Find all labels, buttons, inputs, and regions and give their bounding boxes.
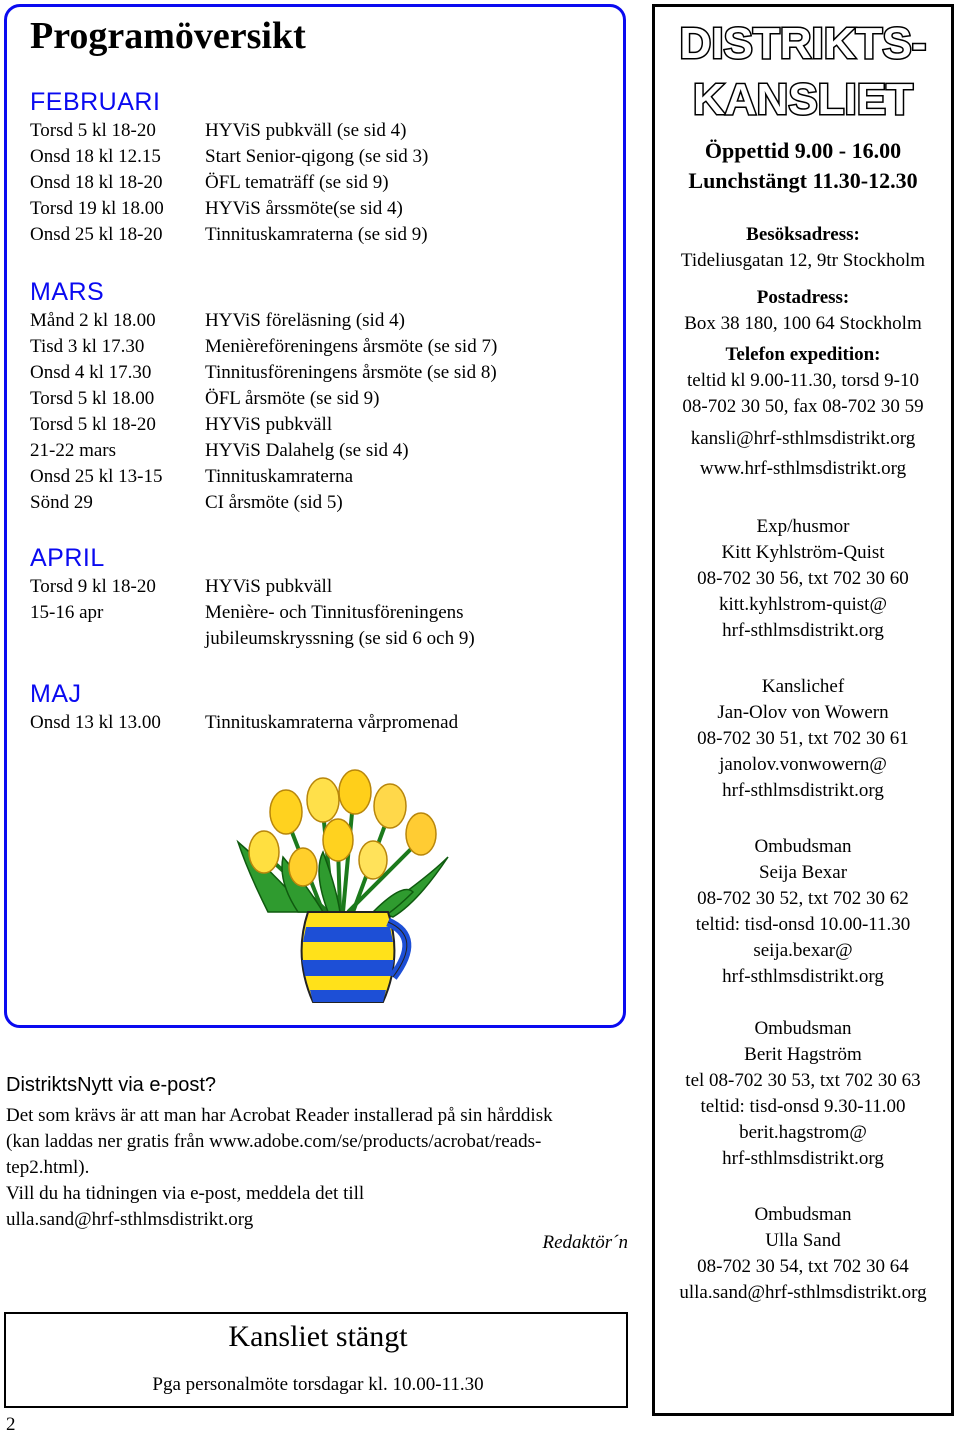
- contact-email[interactable]: kitt.kyhlstrom-quist@: [719, 594, 887, 615]
- event-row: 21-22 mars HYViS Dalahelg (se sid 4): [30, 440, 409, 461]
- contact-name: Seija Bexar: [758, 862, 848, 883]
- event-row: Onsd 25 kl 18-20 Tinnituskamraterna (se sid 9): [30, 224, 428, 245]
- office-banner-heading: [652, 10, 954, 130]
- epost-text: tep2.html).: [6, 1157, 90, 1178]
- epost-text: (kan laddas ner gratis från www.adobe.com/se/products/acrobat/reads-: [6, 1131, 542, 1152]
- office-website[interactable]: www.hrf-sthlmsdistrikt.org: [699, 458, 907, 479]
- contact-phone: tel 08-702 30 53, txt 702 30 63: [685, 1070, 921, 1091]
- event-row: 15-16 apr Menière- och Tinnitusföreningens jubileumskryssning (se sid 6 och 9): [30, 602, 475, 649]
- page-number: 2: [6, 1414, 16, 1435]
- phone-numbers: 08-702 30 50, fax 08-702 30 59: [682, 396, 924, 417]
- phone-label: Telefon expedition:: [725, 344, 881, 365]
- contact-phone: 08-702 30 54, txt 702 30 64: [697, 1256, 909, 1277]
- svg-text:KANSLIET: KANSLIET: [693, 75, 913, 124]
- office-email[interactable]: kansli@hrf-sthlmsdistrikt.org: [690, 428, 916, 449]
- visit-address-label: Besöksadress:: [746, 224, 860, 245]
- contact-phone-hours: teltid: tisd-onsd 9.30-11.00: [700, 1096, 906, 1117]
- month-heading-maj: MAJ: [30, 680, 82, 708]
- contact-email[interactable]: janolov.vonwowern@: [719, 754, 887, 775]
- contact-email[interactable]: berit.hagstrom@: [739, 1122, 867, 1143]
- tulip-vase-illustration: [228, 762, 478, 1012]
- event-row: Torsd 5 kl 18-20 HYViS pubkväll: [30, 414, 333, 435]
- epost-heading: DistriktsNytt via e-post?: [6, 1074, 217, 1096]
- month-heading-mars: MARS: [30, 278, 105, 306]
- event-row: Torsd 9 kl 18-20 HYViS pubkväll: [30, 576, 333, 597]
- event-row: Onsd 25 kl 13-15 Tinnituskamraterna: [30, 466, 354, 487]
- svg-text:DISTRIKTS-: DISTRIKTS-: [679, 19, 927, 68]
- event-row: Torsd 19 kl 18.00 HYViS årssmöte(se sid 4): [30, 198, 403, 219]
- event-row: Onsd 13 kl 13.00 Tinnituskamraterna vårpromenad: [30, 712, 459, 733]
- lunch-closed: Lunchstängt 11.30-12.30: [688, 168, 918, 193]
- page-title: Programöversikt: [30, 15, 306, 57]
- event-row: Torsd 5 kl 18-20 HYViS pubkväll (se sid 4): [30, 120, 407, 141]
- visit-address: Tideliusgatan 12, 9tr Stockholm: [680, 250, 926, 271]
- phone-hours: teltid kl 9.00-11.30, torsd 9-10: [686, 370, 920, 391]
- contact-email[interactable]: hrf-sthlmsdistrikt.org: [722, 966, 884, 987]
- event-row: Tisd 3 kl 17.30 Menièreföreningens årsmöte (se sid 7): [30, 336, 498, 357]
- contact-phone: 08-702 30 51, txt 702 30 61: [697, 728, 909, 749]
- month-heading-april: APRIL: [30, 544, 105, 572]
- epost-email: ulla.sand@hrf-sthlmsdistrikt.org: [6, 1209, 254, 1230]
- opening-hours: Öppettid 9.00 - 16.00: [704, 138, 902, 163]
- contact-email[interactable]: seija.bexar@: [753, 940, 853, 961]
- contact-phone: 08-702 30 52, txt 702 30 62: [697, 888, 909, 909]
- office-closed-notice: [4, 1312, 628, 1408]
- office-closed-title: Kansliet stängt: [228, 1320, 408, 1353]
- contact-email[interactable]: hrf-sthlmsdistrikt.org: [722, 620, 884, 641]
- contact-role: Kanslichef: [761, 676, 845, 697]
- event-row: Sönd 29 CI årsmöte (sid 5): [30, 492, 343, 513]
- contact-role: Exp/husmor: [756, 516, 850, 537]
- contact-phone-hours: teltid: tisd-onsd 10.00-11.30: [695, 914, 911, 935]
- contact-role: Ombudsman: [754, 1018, 852, 1039]
- event-row: Torsd 5 kl 18.00 ÖFL årsmöte (se sid 9): [30, 388, 380, 409]
- event-row: Onsd 18 kl 18-20 ÖFL tematräff (se sid 9): [30, 172, 389, 193]
- post-address: Box 38 180, 100 64 Stockholm: [684, 313, 922, 334]
- office-closed-subtitle: Pga personalmöte torsdagar kl. 10.00-11.30: [152, 1374, 484, 1395]
- event-row: Onsd 4 kl 17.30 Tinnitusföreningens årsmöte (se sid 8): [30, 362, 497, 383]
- contact-name: Ulla Sand: [765, 1230, 841, 1251]
- event-row: Månd 2 kl 18.00 HYViS föreläsning (sid 4): [30, 310, 405, 331]
- contact-name: Jan-Olov von Wowern: [717, 702, 889, 723]
- event-row: Onsd 18 kl 12.15 Start Senior-qigong (se sid 3): [30, 146, 429, 167]
- contact-name: Kitt Kyhlström-Quist: [721, 542, 885, 563]
- post-address-label: Postadress:: [756, 287, 850, 308]
- contact-email[interactable]: ulla.sand@hrf-sthlmsdistrikt.org: [679, 1282, 927, 1303]
- epost-text: Vill du ha tidningen via e-post, meddela det till: [6, 1183, 365, 1204]
- editor-signature: Redaktör´n: [542, 1232, 628, 1253]
- epost-text: Det som krävs är att man har Acrobat Reader installerad på sin hårddisk: [6, 1105, 553, 1126]
- month-heading-februari: FEBRUARI: [30, 88, 161, 116]
- contact-email[interactable]: hrf-sthlmsdistrikt.org: [722, 780, 884, 801]
- contact-role: Ombudsman: [754, 1204, 852, 1225]
- contact-name: Berit Hagström: [744, 1044, 862, 1065]
- contact-phone: 08-702 30 56, txt 702 30 60: [697, 568, 909, 589]
- contact-email[interactable]: hrf-sthlmsdistrikt.org: [722, 1148, 884, 1169]
- contact-role: Ombudsman: [754, 836, 852, 857]
